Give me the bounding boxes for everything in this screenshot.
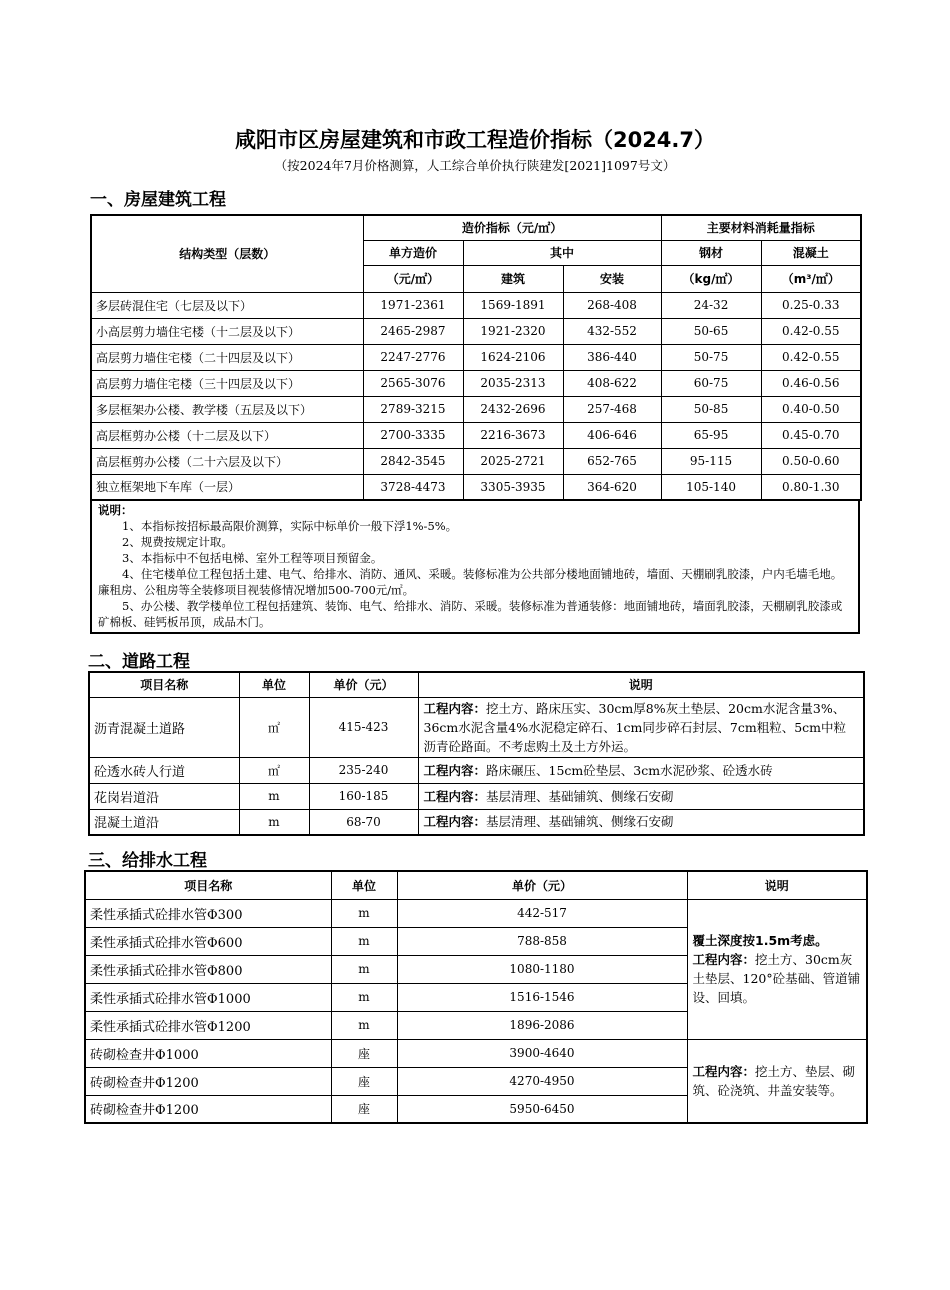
content-text: 挖土方、30cm灰土垫层、120°砼基础、管道铺设、回填。 bbox=[692, 952, 861, 1005]
header-structure-type: 结构类型（层数） bbox=[91, 215, 363, 292]
building-cost: 2216-3673 bbox=[463, 422, 563, 448]
structure-type: 多层框架办公楼、教学楼（五层及以下） bbox=[91, 396, 363, 422]
building-cost: 3305-3935 bbox=[463, 474, 563, 500]
item-price: 1080-1180 bbox=[397, 955, 687, 983]
header-unit-cost: 单方造价 bbox=[363, 240, 463, 265]
concrete-usage: 0.80-1.30 bbox=[761, 474, 861, 500]
steel-usage: 24-32 bbox=[661, 292, 761, 318]
install-cost: 406-646 bbox=[563, 422, 661, 448]
road-cost-table bbox=[88, 671, 865, 836]
structure-type: 独立框架地下车库（一层） bbox=[91, 474, 363, 500]
install-cost: 432-552 bbox=[563, 318, 661, 344]
page-title: 咸阳市区房屋建筑和市政工程造价指标（2024.7） bbox=[234, 128, 716, 152]
item-unit: m bbox=[239, 809, 309, 835]
content-text: 基层清理、基础铺筑、侧缘石安砌 bbox=[486, 814, 674, 830]
header-item-name: 项目名称 bbox=[89, 672, 239, 697]
item-unit: 座 bbox=[331, 1095, 397, 1123]
content-label: 工程内容： bbox=[423, 814, 487, 830]
install-cost: 386-440 bbox=[563, 344, 661, 370]
table-row bbox=[89, 809, 864, 835]
header-steel: 钢材 bbox=[661, 240, 761, 265]
unit-cost: 2465-2987 bbox=[363, 318, 463, 344]
unit-cost: 2700-3335 bbox=[363, 422, 463, 448]
building-cost-table bbox=[90, 214, 862, 501]
content-label: 工程内容： bbox=[423, 788, 487, 804]
item-price: 442-517 bbox=[397, 899, 687, 927]
table-row bbox=[89, 783, 864, 809]
table-row bbox=[91, 448, 861, 474]
install-cost: 652-765 bbox=[563, 448, 661, 474]
item-unit: 座 bbox=[331, 1039, 397, 1067]
header-price: 单价（元） bbox=[309, 672, 418, 697]
item-unit: 座 bbox=[331, 1067, 397, 1095]
structure-type: 小高层剪力墙住宅楼（十二层及以下） bbox=[91, 318, 363, 344]
notes-title: 说明： bbox=[98, 503, 133, 517]
header-material-index: 主要材料消耗量指标 bbox=[661, 215, 861, 240]
item-name: 砖砌检查井Φ1200 bbox=[85, 1095, 331, 1123]
section3-heading: 三、给排水工程 bbox=[88, 851, 207, 871]
header-concrete: 混凝土 bbox=[761, 240, 861, 265]
item-description bbox=[418, 697, 864, 757]
table-row bbox=[91, 396, 861, 422]
item-name: 沥青混凝土道路 bbox=[89, 697, 239, 757]
section1-heading: 一、房屋建筑工程 bbox=[90, 190, 226, 210]
item-price: 5950-6450 bbox=[397, 1095, 687, 1123]
notes-box bbox=[90, 500, 860, 634]
steel-usage: 50-85 bbox=[661, 396, 761, 422]
structure-type: 多层砖混住宅（七层及以下） bbox=[91, 292, 363, 318]
note-item: 2、规费按规定计取。 bbox=[122, 535, 233, 549]
concrete-usage: 0.45-0.70 bbox=[761, 422, 861, 448]
pipe-description bbox=[687, 899, 867, 1039]
unit-cost: 1971-2361 bbox=[363, 292, 463, 318]
unit-cost: 3728-4473 bbox=[363, 474, 463, 500]
item-price: 1896-2086 bbox=[397, 1011, 687, 1039]
cover-depth-note: 覆土深度按1.5m考虑。 bbox=[692, 933, 828, 948]
header-price: 单价（元） bbox=[397, 871, 687, 899]
building-cost: 2035-2313 bbox=[463, 370, 563, 396]
item-price: 788-858 bbox=[397, 927, 687, 955]
header-steel-unit: （kg/㎡） bbox=[661, 265, 761, 292]
unit-cost: 2565-3076 bbox=[363, 370, 463, 396]
item-price: 3900-4640 bbox=[397, 1039, 687, 1067]
install-cost: 257-468 bbox=[563, 396, 661, 422]
header-item-name: 项目名称 bbox=[85, 871, 331, 899]
item-name: 砖砌检查井Φ1000 bbox=[85, 1039, 331, 1067]
building-cost: 2432-2696 bbox=[463, 396, 563, 422]
table-row bbox=[91, 422, 861, 448]
header-building: 建筑 bbox=[463, 265, 563, 292]
concrete-usage: 0.40-0.50 bbox=[761, 396, 861, 422]
note-item: 5、办公楼、教学楼单位工程包括建筑、装饰、电气、给排水、消防、采暖。装修标准为普通装修：地面铺地砖，墙面乳胶漆，天棚刷乳胶漆或矿棉板、硅钙板吊顶，成品木门。 bbox=[98, 599, 843, 629]
item-price: 1516-1546 bbox=[397, 983, 687, 1011]
steel-usage: 95-115 bbox=[661, 448, 761, 474]
item-name: 柔性承插式砼排水管Φ300 bbox=[85, 899, 331, 927]
table-row bbox=[91, 292, 861, 318]
steel-usage: 50-75 bbox=[661, 344, 761, 370]
item-price: 68-70 bbox=[309, 809, 418, 835]
item-name: 柔性承插式砼排水管Φ800 bbox=[85, 955, 331, 983]
steel-usage: 60-75 bbox=[661, 370, 761, 396]
concrete-usage: 0.42-0.55 bbox=[761, 344, 861, 370]
header-of-which: 其中 bbox=[463, 240, 661, 265]
concrete-usage: 0.46-0.56 bbox=[761, 370, 861, 396]
well-description bbox=[687, 1039, 867, 1123]
install-cost: 364-620 bbox=[563, 474, 661, 500]
table-row bbox=[91, 474, 861, 500]
building-cost: 1921-2320 bbox=[463, 318, 563, 344]
item-price: 415-423 bbox=[309, 697, 418, 757]
item-unit: m bbox=[239, 783, 309, 809]
item-price: 4270-4950 bbox=[397, 1067, 687, 1095]
content-label: 工程内容： bbox=[423, 700, 487, 716]
header-description: 说明 bbox=[687, 871, 867, 899]
steel-usage: 65-95 bbox=[661, 422, 761, 448]
item-name: 柔性承插式砼排水管Φ600 bbox=[85, 927, 331, 955]
building-cost: 2025-2721 bbox=[463, 448, 563, 474]
unit-cost: 2842-3545 bbox=[363, 448, 463, 474]
content-text: 路床碾压、15cm砼垫层、3cm水泥砂浆、砼透水砖 bbox=[486, 762, 773, 778]
item-unit: m bbox=[331, 1011, 397, 1039]
content-text: 挖土方、路床压实、30cm厚8%灰土垫层、20cm水泥含量3%、36cm水泥含量4%水泥稳定碎石、1cm同步碎石封层、7cm粗粒、5cm中粒沥青砼路面。不考虑购土及土方外运。 bbox=[423, 700, 847, 754]
item-price: 160-185 bbox=[309, 783, 418, 809]
header-concrete-unit: （m³/㎡） bbox=[761, 265, 861, 292]
page-subtitle: （按2024年7月价格测算，人工综合单价执行陕建发[2021]1097号文） bbox=[274, 158, 676, 173]
header-unit-cost-unit: （元/㎡） bbox=[363, 265, 463, 292]
table-row bbox=[85, 1039, 867, 1067]
table-row bbox=[89, 697, 864, 757]
steel-usage: 105-140 bbox=[661, 474, 761, 500]
install-cost: 268-408 bbox=[563, 292, 661, 318]
table-row bbox=[85, 899, 867, 927]
building-cost: 1569-1891 bbox=[463, 292, 563, 318]
note-item: 3、本指标中不包括电梯、室外工程等项目预留金。 bbox=[122, 551, 383, 565]
item-unit: ㎡ bbox=[239, 697, 309, 757]
drainage-cost-table bbox=[84, 870, 868, 1124]
table-row bbox=[91, 318, 861, 344]
section2-heading: 二、道路工程 bbox=[88, 652, 190, 672]
content-label: 工程内容： bbox=[692, 1063, 756, 1079]
item-name: 柔性承插式砼排水管Φ1000 bbox=[85, 983, 331, 1011]
unit-cost: 2247-2776 bbox=[363, 344, 463, 370]
concrete-usage: 0.42-0.55 bbox=[761, 318, 861, 344]
item-name: 花岗岩道沿 bbox=[89, 783, 239, 809]
table-row bbox=[89, 757, 864, 783]
structure-type: 高层剪力墙住宅楼（二十四层及以下） bbox=[91, 344, 363, 370]
item-description bbox=[418, 809, 864, 835]
content-label: 工程内容： bbox=[423, 762, 487, 778]
structure-type: 高层框剪办公楼（二十六层及以下） bbox=[91, 448, 363, 474]
install-cost: 408-622 bbox=[563, 370, 661, 396]
item-unit: m bbox=[331, 955, 397, 983]
item-unit: m bbox=[331, 927, 397, 955]
item-description bbox=[418, 783, 864, 809]
note-item: 1、本指标按招标最高限价测算，实际中标单价一般下浮1%-5%。 bbox=[122, 519, 458, 533]
item-name: 柔性承插式砼排水管Φ1200 bbox=[85, 1011, 331, 1039]
header-cost-index: 造价指标（元/㎡） bbox=[363, 215, 661, 240]
steel-usage: 50-65 bbox=[661, 318, 761, 344]
table-row bbox=[91, 344, 861, 370]
header-unit: 单位 bbox=[331, 871, 397, 899]
note-item: 4、住宅楼单位工程包括土建、电气、给排水、消防、通风、采暖。装修标准为公共部分楼地面铺地砖，墙面、天棚刷乳胶漆，户内毛墙毛地。廉租房、公租房等全装修项目视装修情况增加500-700元/㎡。 bbox=[98, 567, 843, 597]
item-unit: m bbox=[331, 899, 397, 927]
item-unit: ㎡ bbox=[239, 757, 309, 783]
item-description bbox=[418, 757, 864, 783]
concrete-usage: 0.50-0.60 bbox=[761, 448, 861, 474]
header-unit: 单位 bbox=[239, 672, 309, 697]
structure-type: 高层框剪办公楼（十二层及以下） bbox=[91, 422, 363, 448]
item-name: 砼透水砖人行道 bbox=[89, 757, 239, 783]
building-cost: 1624-2106 bbox=[463, 344, 563, 370]
content-text: 基层清理、基础铺筑、侧缘石安砌 bbox=[486, 788, 674, 804]
structure-type: 高层剪力墙住宅楼（三十四层及以下） bbox=[91, 370, 363, 396]
concrete-usage: 0.25-0.33 bbox=[761, 292, 861, 318]
header-description: 说明 bbox=[418, 672, 864, 697]
item-name: 砖砌检查井Φ1200 bbox=[85, 1067, 331, 1095]
item-unit: m bbox=[331, 983, 397, 1011]
item-price: 235-240 bbox=[309, 757, 418, 783]
item-name: 混凝土道沿 bbox=[89, 809, 239, 835]
header-install: 安装 bbox=[563, 265, 661, 292]
table-row bbox=[91, 370, 861, 396]
content-label: 工程内容： bbox=[692, 952, 756, 967]
unit-cost: 2789-3215 bbox=[363, 396, 463, 422]
content-text: 挖土方、垫层、砌筑、砼浇筑、井盖安装等。 bbox=[692, 1063, 856, 1098]
